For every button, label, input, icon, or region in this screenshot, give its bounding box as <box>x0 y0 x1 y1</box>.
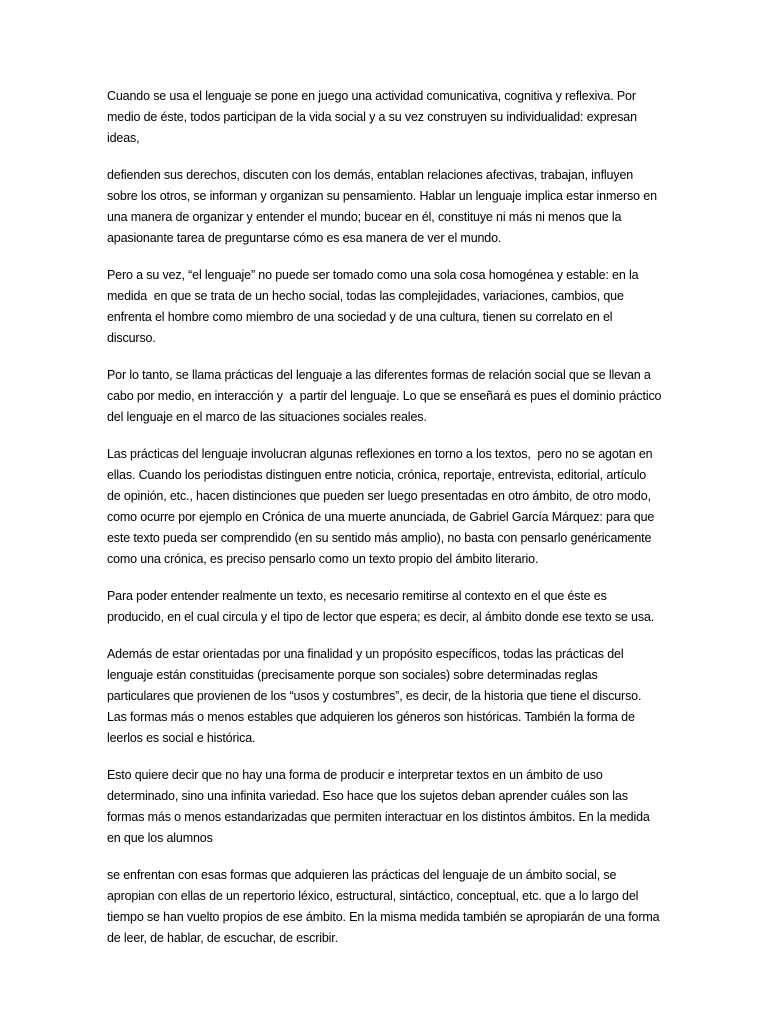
paragraph-7: Además de estar orientadas por una finalidad y un propósito específicos, todas las prácticas del lenguaje están constituidas (precisamente porque son sociales) sobre determinadas reglas particulares que provienen de los “usos y costumbres”, es decir, de la historia que tiene el discurso. Las formas más o menos estables que adquieren los géneros son históricas. También la forma de leerlos es social e histórica. <box>107 647 645 745</box>
paragraph-1: Cuando se usa el lenguaje se pone en juego una actividad comunicativa, cognitiva y reflexiva. Por medio de éste, todos participan de la vida social y a su vez construyen su individualidad: expresan ideas, <box>107 89 641 145</box>
paragraph-2: defienden sus derechos, discuten con los demás, entablan relaciones afectivas, trabajan, influyen sobre los otros, se informan y organizan su pensamiento. Hablar un lenguaje implica estar inmerso en una manera de organizar y entender el mundo; bucear en él, constituye ni más ni menos que la apasionante tarea de preguntarse cómo es esa manera de ver el mundo. <box>107 168 661 245</box>
paragraph-6: Para poder entender realmente un texto, es necesario remitirse al contexto en el que éste es producido, en el cual circula y el tipo de lector que espera; es decir, al ámbito donde ese texto se usa. <box>107 589 655 624</box>
paragraph-5: Las prácticas del lenguaje involucran algunas reflexiones en torno a los textos, pero no se agotan en ellas. Cuando los periodistas distinguen entre noticia, crónica, reportaje, entrevista, editorial, artículo de opinión, etc., hacen distinciones que pueden ser luego presentadas en otro ámbito, de otro modo, como ocurre por ejemplo en Crónica de una muerte anunciada, de Gabriel García Márquez: para que este texto pueda ser comprendido (en su sentido más amplio), no basta con pensarlo genéricamente como una crónica, es preciso pensarlo como un texto propio del ámbito literario. <box>107 447 658 566</box>
paragraph-8: Esto quiere decir que no hay una forma de producir e interpretar textos en un ámbito de uso determinado, sino una infinita variedad. Eso hace que los sujetos deban aprender cuáles son las formas más o menos estandarizadas que permiten interactuar en los distintos ámbitos. En la medida en que los alumnos <box>107 768 654 845</box>
document-body <box>107 86 663 965</box>
paragraph-9: se enfrentan con esas formas que adquieren las prácticas del lenguaje de un ámbito social, se apropian con ellas de un repertorio léxico, estructural, sintáctico, conceptual, etc. que a lo largo del tiempo se han vuelto propios de ese ámbito. En la misma medida también se apropiarán de una forma de leer, de hablar, de escuchar, de escribir. <box>107 868 663 945</box>
paragraph-4: Por lo tanto, se llama prácticas del lenguaje a las diferentes formas de relación social que se llevan a cabo por medio, en interacción y a partir del lenguaje. Lo que se enseñará es pues el dominio práctico del lenguaje en el marco de las situaciones sociales reales. <box>107 368 665 424</box>
paragraph-3: Pero a su vez, “el lenguaje” no puede ser tomado como una sola cosa homogénea y estable: en la medida en que se trata de un hecho social, todas las complejidades, variaciones, cambios, que enfrenta el hombre como miembro de una sociedad y de una cultura, tienen su correlato en el discurso. <box>107 268 642 345</box>
